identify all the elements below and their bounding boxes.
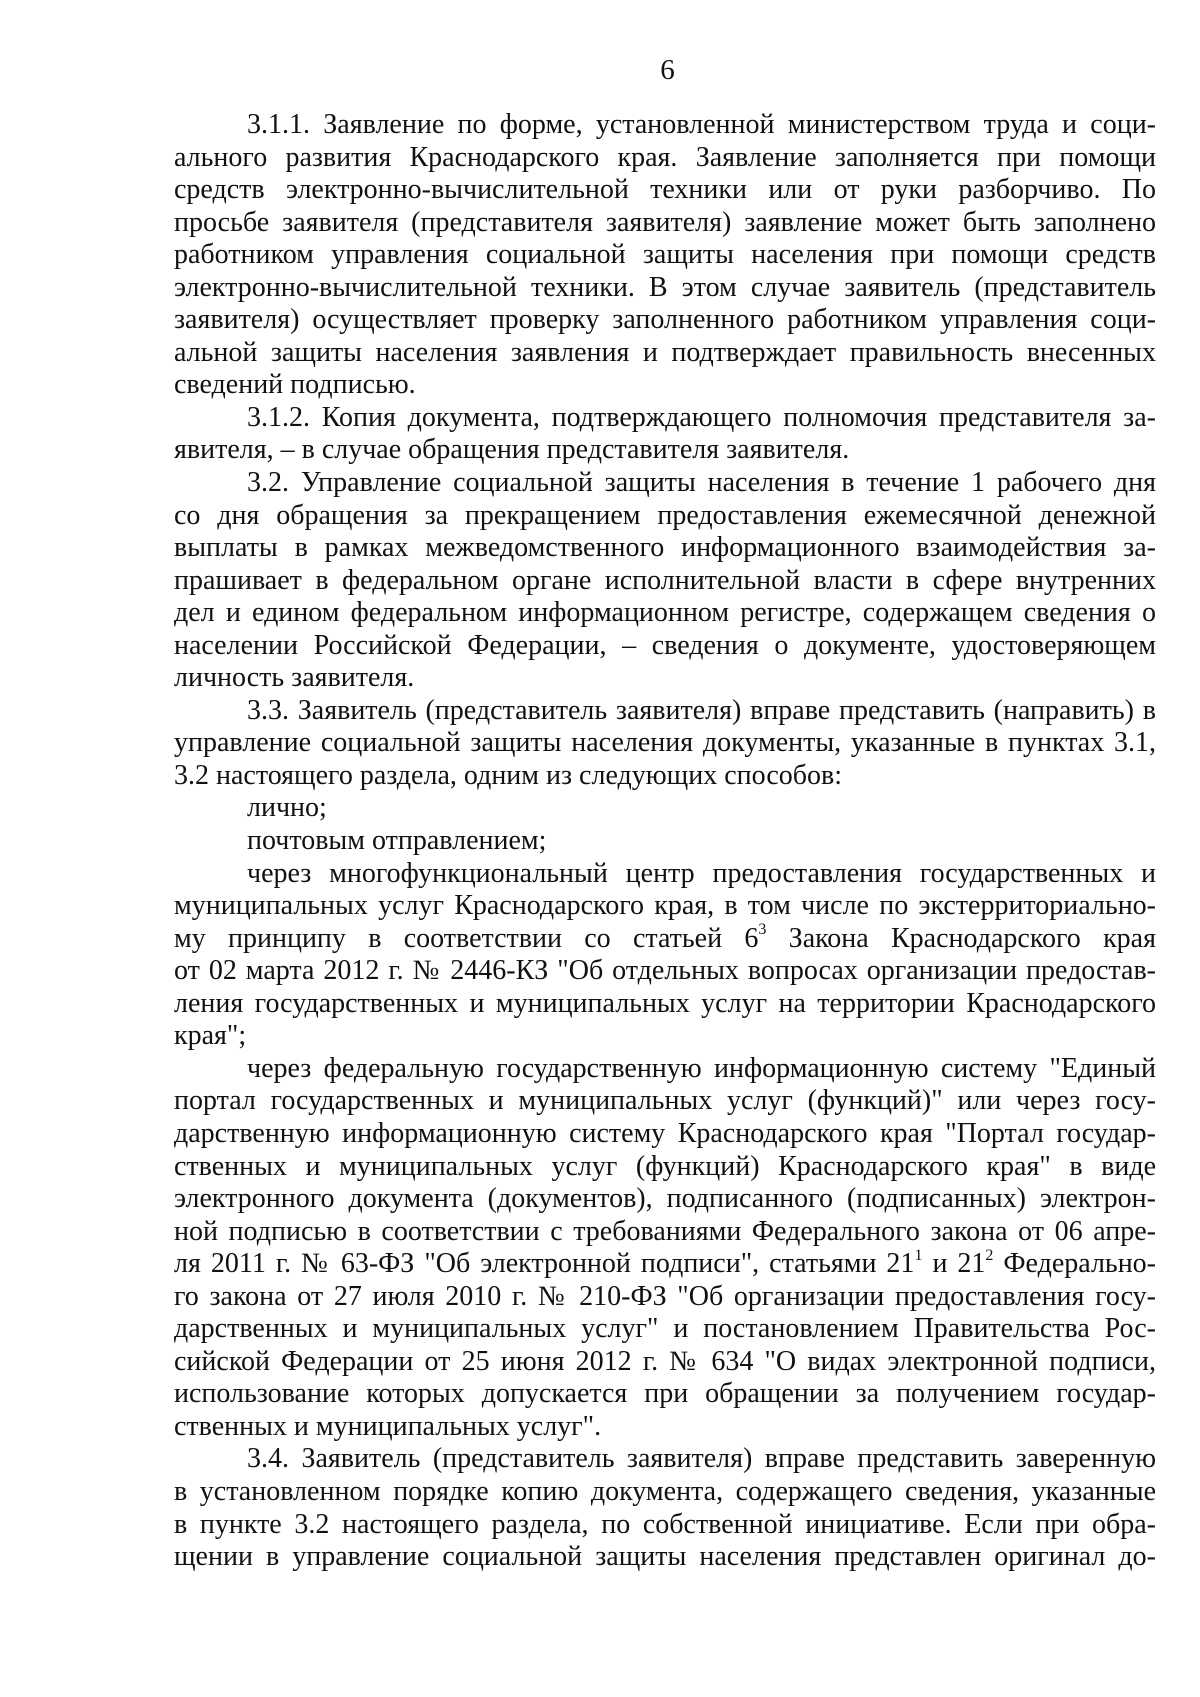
- text-line: личность заявителя.: [174, 662, 415, 694]
- text-line: 3.2. Управление социальной защиты населения в течение 1 рабочего дня: [247, 467, 1156, 499]
- text-line-part: му принципу в соответствии со статьей 6: [174, 922, 759, 954]
- text-line: 3.3. Заявитель (представитель заявителя) вправе представить (направить) в: [247, 694, 1156, 726]
- text-line-part: и 21: [922, 1248, 986, 1280]
- text-line: 3.1.2. Копия документа, подтверждающего полномочия представителя за-: [247, 401, 1156, 433]
- text-line: муниципальных услуг Краснодарского края, в том числе по экстерриториально-: [174, 890, 1156, 922]
- text-line: портал государственных и муниципальных услуг (функций)" или через госу-: [174, 1085, 1156, 1117]
- text-line: от 02 марта 2012 г. № 2446-КЗ "Об отдельных вопросах организации предостав-: [174, 955, 1156, 987]
- text-line: через многофункциональный центр предоставления государственных и: [247, 857, 1156, 889]
- text-line: [174, 1248, 1156, 1281]
- text-line-part: Закона Краснодарского края: [766, 922, 1156, 954]
- text-line: прашивает в федеральном органе исполнительной власти в сфере внутренних: [174, 564, 1156, 596]
- text-line: [174, 923, 1156, 956]
- text-line: ственных и муниципальных услуг".: [174, 1410, 602, 1442]
- text-line: го закона от 27 июля 2010 г. № 210-ФЗ "Об организации предоставления госу-: [174, 1280, 1156, 1312]
- text-line: почтовым отправлением;: [247, 825, 547, 857]
- text-line: ления государственных и муниципальных услуг на территории Краснодарского: [174, 987, 1156, 1019]
- text-line: 3.4. Заявитель (представитель заявителя) вправе представить заверенную: [247, 1443, 1156, 1475]
- page-number: 6: [660, 54, 675, 86]
- text-line: со дня обращения за прекращением предоставления ежемесячной денежной: [174, 499, 1156, 531]
- text-line: явителя, – в случае обращения представителя заявителя.: [174, 434, 850, 466]
- text-line: альной защиты населения заявления и подтверждает правильность внесенных: [174, 336, 1156, 368]
- text-line: через федеральную государственную информационную систему "Единый: [247, 1052, 1156, 1084]
- text-line: сведений подписью.: [174, 369, 416, 401]
- text-line: 3.2 настоящего раздела, одним из следующих способов:: [174, 759, 843, 791]
- text-line: края";: [174, 1020, 247, 1052]
- superscript: 1: [914, 1246, 923, 1264]
- text-line: 3.1.1. Заявление по форме, установленной министерством труда и соци-: [247, 109, 1156, 140]
- text-line: ственных и муниципальных услуг (функций) Краснодарского края" в виде: [174, 1150, 1156, 1182]
- text-line: ной подписью в соответствии с требованиями Федерального закона от 06 апре-: [174, 1215, 1156, 1247]
- text-line: просьбе заявителя (представителя заявителя) заявление может быть заполнено: [174, 206, 1156, 238]
- text-line: щении в управление социальной защиты населения представлен оригинал до-: [174, 1541, 1156, 1573]
- text-line: использование которых допускается при обращении за получением государ-: [174, 1378, 1156, 1410]
- superscript: 2: [985, 1246, 994, 1264]
- text-line: ального развития Краснодарского края. Заявление заполняется при помощи: [174, 141, 1156, 173]
- text-line: средств электронно-вычислительной техники или от руки разборчиво. По: [174, 174, 1156, 206]
- text-line-part: ля 2011 г. № 63-ФЗ "Об электронной подписи", статьями 21: [174, 1248, 915, 1280]
- text-line: работником управления социальной защиты населения при помощи средств: [174, 239, 1156, 271]
- text-line: электронно-вычислительной техники. В этом случае заявитель (представитель: [174, 271, 1156, 303]
- text-line: дарственных и муниципальных услуг" и постановлением Правительства Рос-: [174, 1313, 1156, 1345]
- text-line: заявителя) осуществляет проверку заполненного работником управления соци-: [174, 304, 1156, 336]
- text-line-part: Федерально-: [993, 1248, 1156, 1280]
- text-line: в пункте 3.2 настоящего раздела, по собственной инициативе. Если при обра-: [174, 1508, 1156, 1540]
- text-line: сийской Федерации от 25 июня 2012 г. № 634 "О видах электронной подписи,: [174, 1345, 1156, 1377]
- superscript: 3: [758, 921, 767, 939]
- text-line: дел и едином федеральном информационном регистре, содержащем сведения о: [174, 597, 1156, 629]
- text-line: лично;: [247, 792, 327, 824]
- text-line: электронного документа (документов), подписанного (подписанных) электрон-: [174, 1183, 1156, 1215]
- text-line: населении Российской Федерации, – сведения о документе, удостоверяющем: [174, 629, 1156, 661]
- text-line: дарственную информационную систему Краснодарского края "Портал государ-: [174, 1117, 1156, 1149]
- text-line: управление социальной защиты населения документы, указанные в пунктах 3.1,: [174, 727, 1156, 759]
- text-line: выплаты в рамках межведомственного информационного взаимодействия за-: [174, 532, 1156, 564]
- text-line: в установленном порядке копию документа, содержащего сведения, указанные: [174, 1475, 1156, 1507]
- document-body: [174, 109, 1156, 1574]
